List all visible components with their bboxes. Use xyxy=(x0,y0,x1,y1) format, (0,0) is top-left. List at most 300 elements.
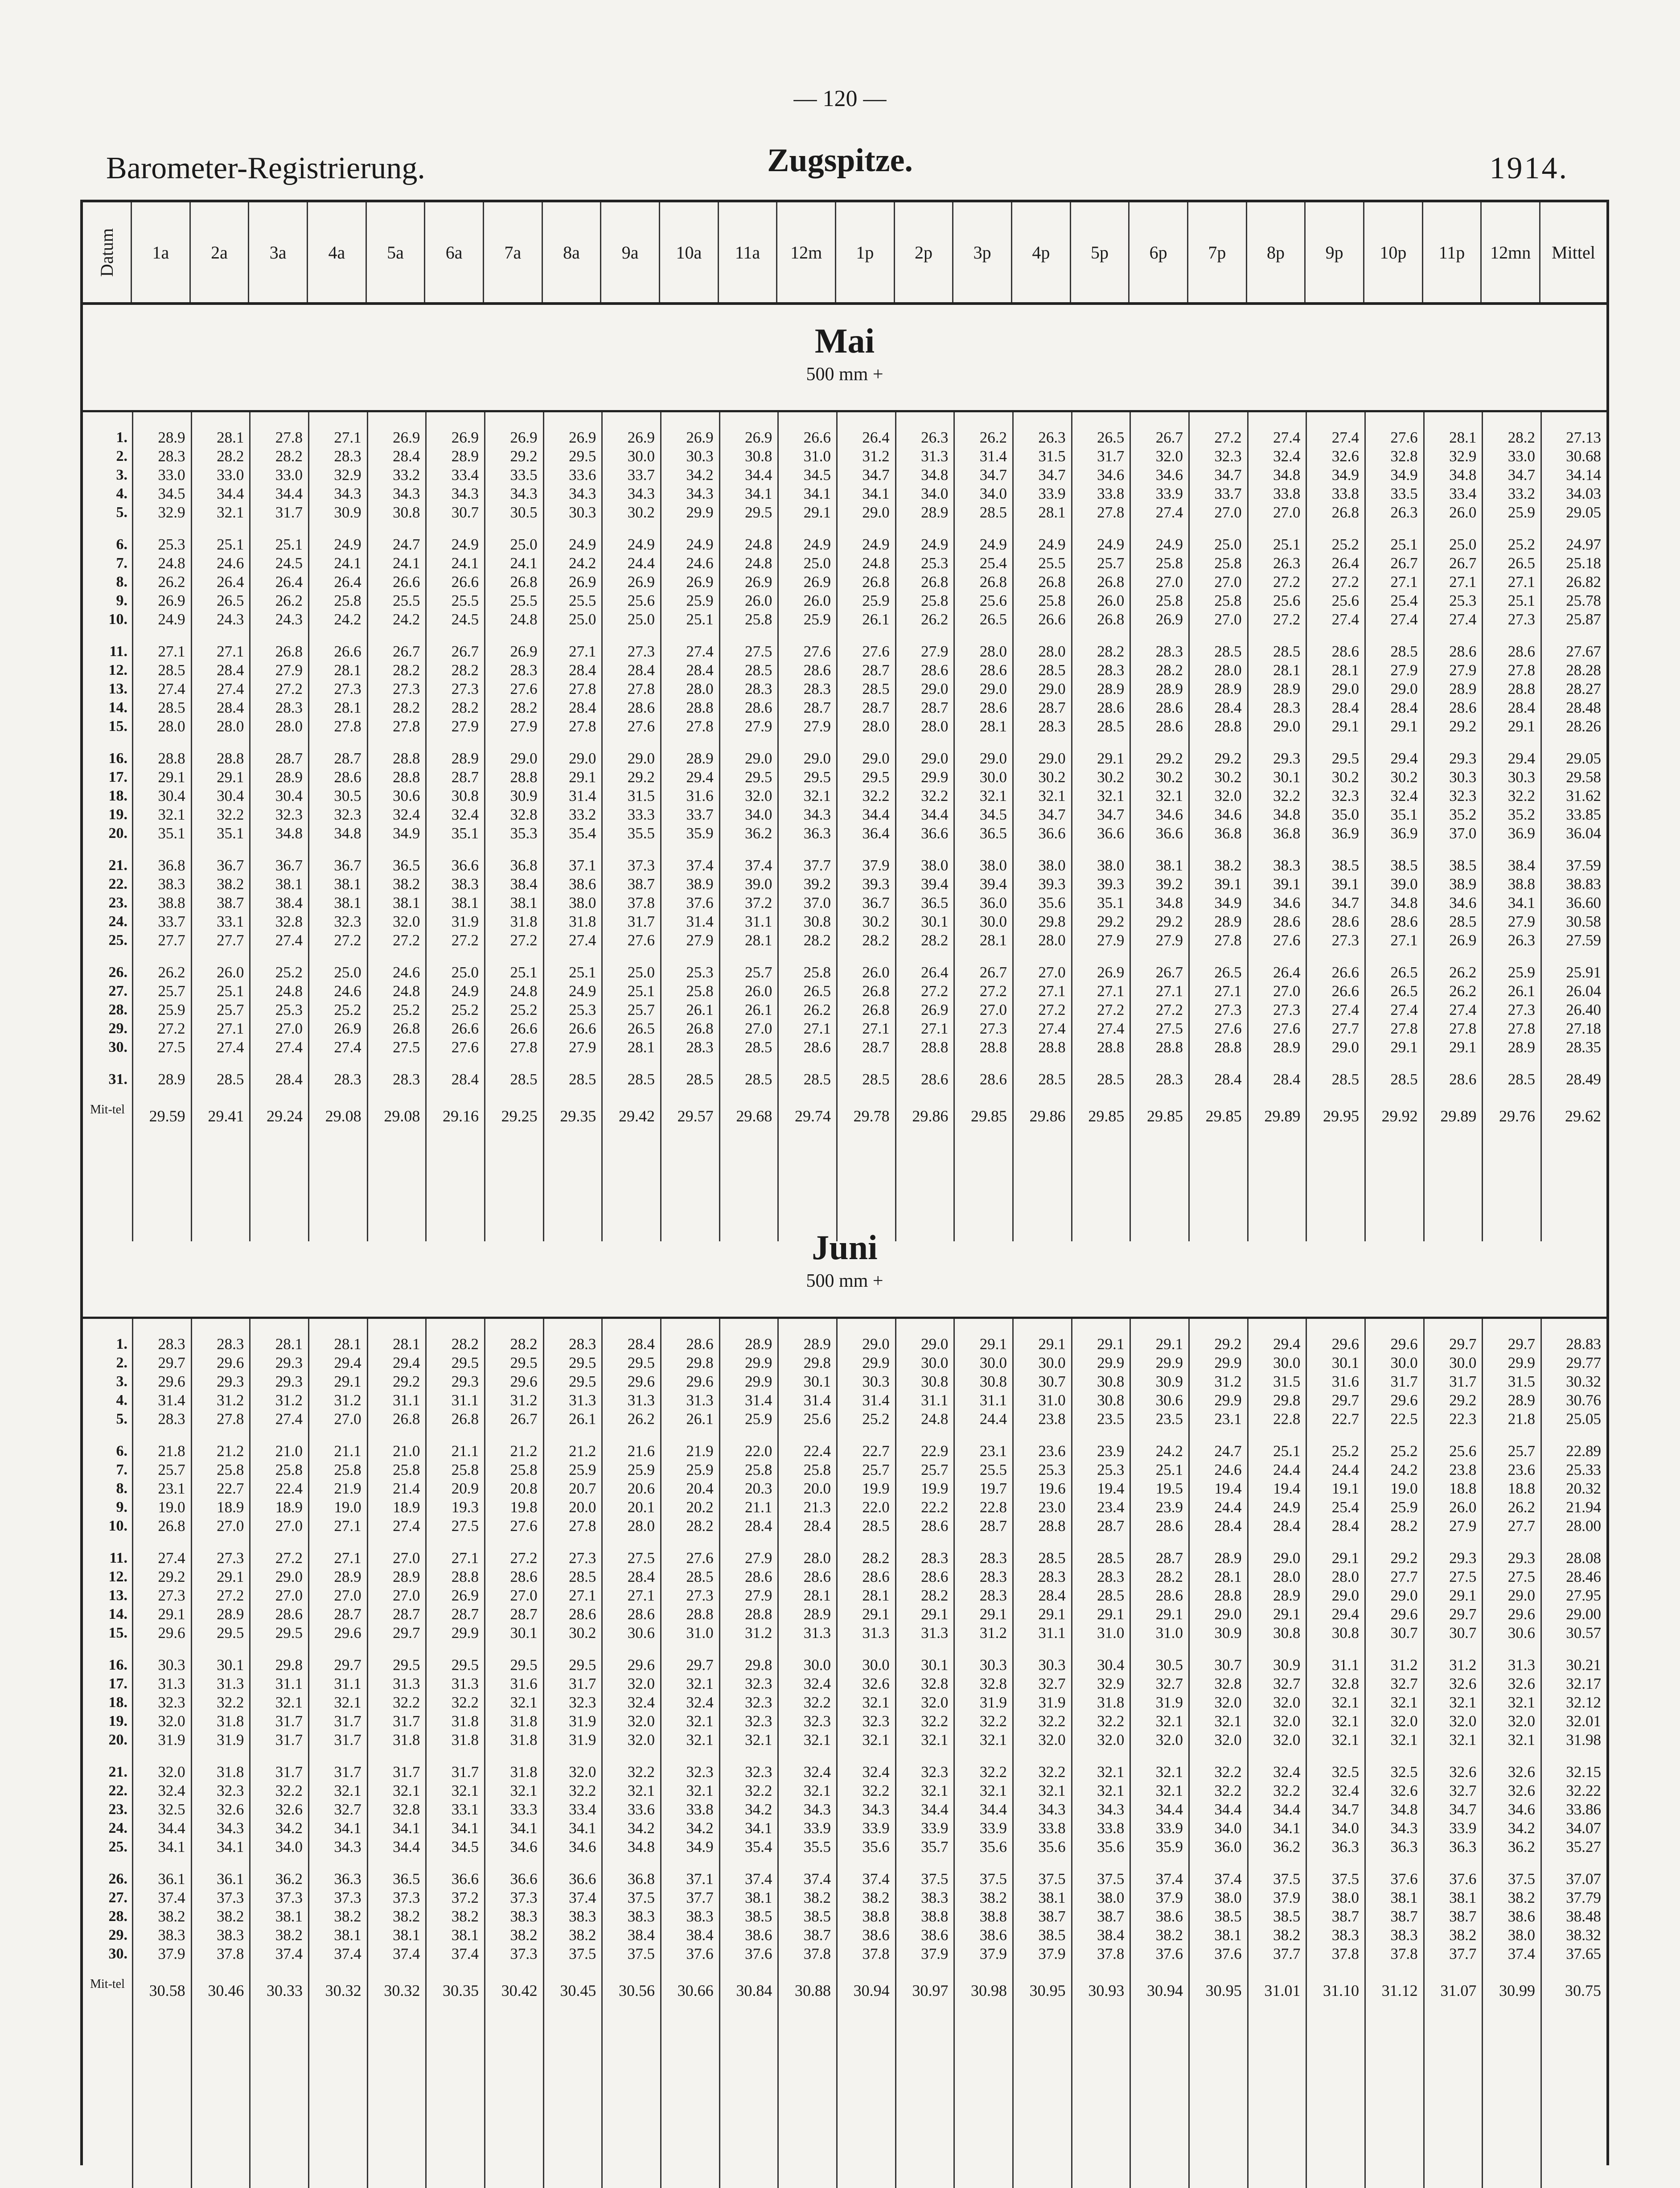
hour-value-cell: 22.7 xyxy=(217,1480,244,1497)
hour-value-cell: 29.5 xyxy=(745,504,772,521)
hour-value-cell: 28.6 xyxy=(1155,1517,1183,1535)
hour-value-cell: 32.4 xyxy=(627,1694,655,1711)
hour-value-cell: 28.7 xyxy=(921,699,949,716)
hour-value-cell: 27.8 xyxy=(510,1039,538,1056)
hour-value-cell: 27.9 xyxy=(686,932,714,949)
hour-value-cell: 30.3 xyxy=(862,1373,890,1390)
mittel-value-cell: 30.99 xyxy=(1499,1982,1535,1999)
hour-value-cell: 38.3 xyxy=(1331,1926,1359,1944)
hour-value-cell: 27.6 xyxy=(627,718,655,735)
table-row xyxy=(83,1675,1606,1693)
hour-value-cell: 27.0 xyxy=(334,1410,361,1428)
table-row xyxy=(83,875,1606,894)
hour-value-cell: 32.7 xyxy=(1155,1675,1183,1692)
hour-value-cell: 32.1 xyxy=(686,1675,714,1692)
hour-value-cell: 31.7 xyxy=(1097,447,1125,465)
hour-value-cell: 24.7 xyxy=(393,536,420,553)
table-row xyxy=(83,1461,1606,1479)
hour-value-cell: 29.0 xyxy=(627,750,655,767)
header-7p xyxy=(1188,202,1247,302)
hour-value-cell: 25.4 xyxy=(1390,592,1418,609)
hour-value-cell: 32.0 xyxy=(1155,447,1183,465)
hour-value-cell: 25.4 xyxy=(979,554,1007,572)
hour-value-cell: 28.6 xyxy=(1449,643,1477,660)
hour-value-cell: 31.2 xyxy=(1390,1656,1418,1674)
hour-value-cell: 26.6 xyxy=(569,1020,596,1037)
hour-value-cell: 28.1 xyxy=(334,1335,361,1353)
mittel-value-cell: 30.58 xyxy=(149,1982,185,1999)
hour-value-cell: 25.0 xyxy=(1449,536,1477,553)
hour-value-cell: 38.1 xyxy=(451,894,479,911)
row-date: 9. xyxy=(116,592,127,609)
hour-value-cell: 32.3 xyxy=(745,1694,772,1711)
mittel-value-cell: 30.75 xyxy=(1565,1982,1601,1999)
hour-value-cell: 26.9 xyxy=(1097,964,1125,981)
hour-value-cell: 29.4 xyxy=(393,1354,420,1371)
hour-value-cell: 28.4 xyxy=(745,1517,772,1535)
table-row xyxy=(83,642,1606,661)
hour-value-cell: 38.0 xyxy=(1097,857,1125,874)
table-row xyxy=(83,1712,1606,1731)
mittel-value-cell: 30.32 xyxy=(325,1982,361,1999)
hour-value-cell: 29.2 xyxy=(393,1373,420,1390)
hour-value-cell: 32.8 xyxy=(979,1675,1007,1692)
row-date: 1. xyxy=(116,1336,127,1352)
hour-value-cell: 35.4 xyxy=(745,1838,772,1855)
hour-value-cell: 36.1 xyxy=(158,1870,185,1888)
hour-value-cell: 23.1 xyxy=(1214,1410,1242,1428)
hour-value-cell: 37.2 xyxy=(451,1889,479,1906)
hour-value-cell: 28.8 xyxy=(1038,1039,1066,1056)
hour-value-cell: 31.8 xyxy=(569,913,596,930)
hour-value-cell: 31.9 xyxy=(1155,1694,1183,1711)
hour-value-cell: 27.4 xyxy=(1449,611,1477,628)
hour-value-cell: 23.0 xyxy=(1038,1498,1066,1516)
hour-value-cell: 35.6 xyxy=(1038,894,1066,911)
hour-value-cell: 28.1 xyxy=(979,932,1007,949)
hour-value-cell: 28.6 xyxy=(921,1568,949,1585)
hour-value-cell: 23.9 xyxy=(1155,1498,1183,1516)
hour-value-cell: 31.0 xyxy=(1097,1624,1125,1642)
header-6p xyxy=(1130,202,1188,302)
hour-value-cell: 32.1 xyxy=(862,1731,890,1749)
table-row xyxy=(83,428,1606,447)
hour-value-cell: 34.0 xyxy=(275,1838,303,1855)
hour-value-cell: 38.2 xyxy=(217,1908,244,1925)
row-date: 8. xyxy=(116,574,127,590)
page-number: — 120 — xyxy=(793,86,887,111)
hour-value-cell: 27.8 xyxy=(1507,1020,1535,1037)
hour-value-cell: 37.5 xyxy=(627,1945,655,1962)
hour-value-cell: 29.9 xyxy=(686,504,714,521)
hour-value-cell: 32.6 xyxy=(1390,1782,1418,1799)
hour-value-cell: 26.9 xyxy=(1449,932,1477,949)
hour-value-cell: 30.4 xyxy=(1097,1656,1125,1674)
hour-value-cell: 27.1 xyxy=(334,1549,361,1567)
hour-value-cell: 37.4 xyxy=(569,1889,596,1906)
hour-value-cell: 26.6 xyxy=(451,1020,479,1037)
hour-value-cell: 22.8 xyxy=(979,1498,1007,1516)
hour-value-cell: 32.3 xyxy=(334,913,361,930)
hour-value-cell: 32.9 xyxy=(158,504,185,521)
hour-value-cell: 28.7 xyxy=(275,750,303,767)
hour-value-cell: 25.1 xyxy=(217,982,244,1000)
hour-value-cell: 22.9 xyxy=(921,1442,949,1460)
hour-value-cell: 28.7 xyxy=(1038,699,1066,716)
hour-value-cell: 32.0 xyxy=(745,787,772,805)
row-date: 10. xyxy=(108,611,127,628)
header-3p xyxy=(953,202,1012,302)
hour-value-cell: 31.8 xyxy=(217,1712,244,1730)
hour-value-cell: 28.6 xyxy=(1390,913,1418,930)
hour-value-cell: 27.5 xyxy=(1449,1568,1477,1585)
hour-value-cell: 27.0 xyxy=(745,1020,772,1037)
hour-value-cell: 25.5 xyxy=(393,592,420,609)
row-date: 30. xyxy=(108,1946,127,1962)
hour-value-cell: 29.5 xyxy=(569,1656,596,1674)
hour-value-cell: 34.1 xyxy=(158,1838,185,1855)
hour-value-cell: 38.0 xyxy=(979,857,1007,874)
hour-value-cell: 19.0 xyxy=(1390,1480,1418,1497)
hour-value-cell: 35.6 xyxy=(1097,1838,1125,1855)
row-date: 7. xyxy=(116,555,127,571)
hour-value-cell: 28.4 xyxy=(1390,699,1418,716)
hour-value-cell: 32.5 xyxy=(158,1801,185,1818)
hour-value-cell: 31.6 xyxy=(686,787,714,805)
hour-value-cell: 34.6 xyxy=(1155,466,1183,484)
hour-value-cell: 29.3 xyxy=(1449,750,1477,767)
header-label: 9a xyxy=(621,242,639,263)
hour-value-cell: 39.0 xyxy=(1390,875,1418,893)
hour-value-cell: 27.2 xyxy=(334,932,361,949)
hour-value-cell: 26.7 xyxy=(979,964,1007,981)
hour-value-cell: 28.4 xyxy=(1331,699,1359,716)
hour-value-cell: 29.5 xyxy=(510,1354,538,1371)
hour-value-cell: 28.9 xyxy=(1214,680,1242,698)
hour-value-cell: 27.0 xyxy=(1214,611,1242,628)
row-mean-cell: 37.79 xyxy=(1566,1889,1601,1906)
hour-value-cell: 31.7 xyxy=(393,1763,420,1781)
hour-value-cell: 26.4 xyxy=(275,573,303,591)
mittel-value-cell: 29.92 xyxy=(1381,1107,1418,1125)
hour-value-cell: 26.6 xyxy=(1331,964,1359,981)
hour-value-cell: 36.6 xyxy=(1155,825,1183,842)
hour-value-cell: 28.5 xyxy=(1390,1071,1418,1088)
row-mean-cell: 33.85 xyxy=(1566,806,1601,823)
hour-value-cell: 30.8 xyxy=(1331,1624,1359,1642)
hour-value-cell: 29.4 xyxy=(1390,750,1418,767)
hour-value-cell: 28.9 xyxy=(451,750,479,767)
hour-value-cell: 38.8 xyxy=(1507,875,1535,893)
hour-value-cell: 24.3 xyxy=(275,611,303,628)
hour-value-cell: 26.9 xyxy=(334,1020,361,1037)
hour-value-cell: 25.9 xyxy=(569,1461,596,1478)
hour-value-cell: 33.6 xyxy=(569,466,596,484)
hour-value-cell: 30.7 xyxy=(1214,1656,1242,1674)
hour-value-cell: 27.1 xyxy=(1097,982,1125,1000)
hour-value-cell: 24.6 xyxy=(686,554,714,572)
hour-value-cell: 25.9 xyxy=(862,592,890,609)
hour-value-cell: 29.2 xyxy=(1097,913,1125,930)
hour-value-cell: 26.1 xyxy=(745,1001,772,1018)
hour-value-cell: 28.7 xyxy=(451,768,479,786)
hour-value-cell: 25.1 xyxy=(1273,536,1301,553)
row-mean-cell: 27.13 xyxy=(1566,429,1601,446)
hour-value-cell: 27.3 xyxy=(569,1549,596,1567)
hour-value-cell: 34.4 xyxy=(921,1801,949,1818)
hour-value-cell: 33.0 xyxy=(158,466,185,484)
hour-value-cell: 27.4 xyxy=(275,932,303,949)
hour-value-cell: 34.7 xyxy=(1331,894,1359,911)
hour-value-cell: 31.2 xyxy=(862,447,890,465)
hour-value-cell: 38.4 xyxy=(1507,857,1535,874)
row-date: 18. xyxy=(108,1694,127,1711)
hour-value-cell: 31.7 xyxy=(275,1731,303,1749)
hour-value-cell: 27.6 xyxy=(510,1517,538,1535)
hour-value-cell: 34.1 xyxy=(569,1819,596,1837)
hour-value-cell: 36.6 xyxy=(510,1870,538,1888)
hour-value-cell: 38.2 xyxy=(158,1908,185,1925)
hour-value-cell: 19.7 xyxy=(979,1480,1007,1497)
header-12m xyxy=(777,202,836,302)
hour-value-cell: 36.3 xyxy=(1390,1838,1418,1855)
hour-value-cell: 30.7 xyxy=(1390,1624,1418,1642)
hour-value-cell: 27.1 xyxy=(334,1517,361,1535)
hour-value-cell: 28.4 xyxy=(1214,1517,1242,1535)
hour-value-cell: 25.8 xyxy=(1155,554,1183,572)
hour-value-cell: 28.9 xyxy=(334,1568,361,1585)
hour-value-cell: 28.1 xyxy=(275,1335,303,1353)
row-mean-cell: 38.32 xyxy=(1566,1926,1601,1944)
hour-value-cell: 30.9 xyxy=(510,787,538,805)
hour-value-cell: 34.1 xyxy=(862,485,890,502)
hour-value-cell: 29.7 xyxy=(1331,1392,1359,1409)
hour-value-cell: 32.0 xyxy=(393,913,420,930)
hour-value-cell: 35.5 xyxy=(627,825,655,842)
hour-value-cell: 28.7 xyxy=(862,661,890,679)
hour-value-cell: 34.1 xyxy=(1507,894,1535,911)
hour-value-cell: 38.3 xyxy=(217,1926,244,1944)
hour-value-cell: 31.1 xyxy=(334,1675,361,1692)
hour-value-cell: 38.4 xyxy=(510,875,538,893)
hour-value-cell: 25.6 xyxy=(979,592,1007,609)
mittel-value-cell: 29.85 xyxy=(1205,1107,1242,1125)
row-date: 23. xyxy=(108,895,127,911)
hour-value-cell: 37.5 xyxy=(1097,1870,1125,1888)
hour-value-cell: 30.0 xyxy=(1449,1354,1477,1371)
hour-value-cell: 25.5 xyxy=(510,592,538,609)
hour-value-cell: 25.2 xyxy=(1331,1442,1359,1460)
hour-value-cell: 36.7 xyxy=(217,857,244,874)
hour-value-cell: 31.1 xyxy=(979,1392,1007,1409)
row-mean-cell: 28.35 xyxy=(1566,1039,1601,1056)
hour-value-cell: 38.0 xyxy=(1331,1889,1359,1906)
hour-value-cell: 26.2 xyxy=(803,1001,831,1018)
hour-value-cell: 31.8 xyxy=(510,1731,538,1749)
hour-value-cell: 39.1 xyxy=(1214,875,1242,893)
hour-value-cell: 32.1 xyxy=(803,1731,831,1749)
hour-value-cell: 28.2 xyxy=(510,699,538,716)
hour-value-cell: 21.0 xyxy=(275,1442,303,1460)
hour-value-cell: 31.2 xyxy=(1449,1656,1477,1674)
hour-value-cell: 27.6 xyxy=(627,932,655,949)
hour-value-cell: 29.1 xyxy=(334,1373,361,1390)
hour-value-cell: 32.0 xyxy=(1273,1731,1301,1749)
hour-value-cell: 25.1 xyxy=(1273,1442,1301,1460)
hour-value-cell: 31.3 xyxy=(217,1675,244,1692)
hour-value-cell: 32.1 xyxy=(1155,1712,1183,1730)
hour-value-cell: 33.3 xyxy=(627,806,655,823)
hour-value-cell: 34.1 xyxy=(745,485,772,502)
hour-value-cell: 31.1 xyxy=(393,1392,420,1409)
hour-value-cell: 29.1 xyxy=(1097,1335,1125,1353)
hour-value-cell: 36.9 xyxy=(1390,825,1418,842)
hour-value-cell: 34.4 xyxy=(745,466,772,484)
hour-value-cell: 29.5 xyxy=(451,1656,479,1674)
hour-value-cell: 27.0 xyxy=(393,1587,420,1604)
table-row xyxy=(83,1372,1606,1391)
hour-value-cell: 37.9 xyxy=(979,1945,1007,1962)
hour-value-cell: 28.7 xyxy=(510,1605,538,1623)
hour-value-cell: 38.2 xyxy=(1507,1889,1535,1906)
hour-value-cell: 27.9 xyxy=(1097,932,1125,949)
mittel-value-cell: 30.94 xyxy=(853,1982,890,1999)
row-date: 20. xyxy=(108,1732,127,1748)
header-label: 12mn xyxy=(1490,242,1531,263)
hour-value-cell: 26.6 xyxy=(510,1020,538,1037)
hour-value-cell: 28.0 xyxy=(862,718,890,735)
hour-value-cell: 30.4 xyxy=(158,787,185,805)
hour-value-cell: 31.8 xyxy=(217,1763,244,1781)
hour-value-cell: 33.8 xyxy=(1097,485,1125,502)
hour-value-cell: 38.7 xyxy=(1097,1908,1125,1925)
hour-value-cell: 19.0 xyxy=(158,1498,185,1516)
hour-value-cell: 25.7 xyxy=(921,1461,949,1478)
hour-value-cell: 28.3 xyxy=(979,1568,1007,1585)
hour-value-cell: 24.7 xyxy=(1214,1442,1242,1460)
hour-value-cell: 28.4 xyxy=(627,661,655,679)
hour-value-cell: 28.8 xyxy=(1214,1587,1242,1604)
hour-value-cell: 24.2 xyxy=(1155,1442,1183,1460)
hour-value-cell: 33.7 xyxy=(627,466,655,484)
hour-value-cell: 38.7 xyxy=(1038,1908,1066,1925)
hour-value-cell: 30.8 xyxy=(1097,1392,1125,1409)
hour-value-cell: 38.3 xyxy=(569,1908,596,1925)
hour-value-cell: 26.6 xyxy=(1038,611,1066,628)
hour-value-cell: 20.8 xyxy=(510,1480,538,1497)
hour-value-cell: 28.5 xyxy=(1507,1071,1535,1088)
hour-value-cell: 30.4 xyxy=(275,787,303,805)
hour-value-cell: 27.4 xyxy=(569,932,596,949)
mittel-value-cell: 30.35 xyxy=(442,1982,479,1999)
hour-value-cell: 27.0 xyxy=(393,1549,420,1567)
hour-value-cell: 30.2 xyxy=(1214,768,1242,786)
row-mean-cell: 31.98 xyxy=(1566,1731,1601,1749)
hour-value-cell: 26.8 xyxy=(1097,573,1125,591)
hour-value-cell: 28.9 xyxy=(217,1605,244,1623)
hour-value-cell: 35.9 xyxy=(686,825,714,842)
row-mean-cell: 28.49 xyxy=(1566,1071,1601,1088)
hour-value-cell: 20.0 xyxy=(803,1480,831,1497)
hour-value-cell: 31.8 xyxy=(451,1712,479,1730)
hour-value-cell: 28.6 xyxy=(627,699,655,716)
hour-value-cell: 36.5 xyxy=(393,857,420,874)
hour-value-cell: 29.2 xyxy=(627,768,655,786)
hour-value-cell: 28.7 xyxy=(334,750,361,767)
hour-value-cell: 28.9 xyxy=(1273,680,1301,698)
barometer-table xyxy=(80,200,1609,2165)
table-row xyxy=(83,1586,1606,1605)
month-name: Mai xyxy=(814,321,875,360)
hour-value-cell: 28.5 xyxy=(1449,913,1477,930)
hour-value-cell: 27.9 xyxy=(510,718,538,735)
row-mean-cell: 34.14 xyxy=(1566,466,1601,484)
hour-value-cell: 38.6 xyxy=(569,875,596,893)
hour-value-cell: 29.5 xyxy=(393,1656,420,1674)
hour-value-cell: 27.5 xyxy=(627,1549,655,1567)
hour-value-cell: 28.2 xyxy=(275,447,303,465)
hour-value-cell: 31.2 xyxy=(275,1392,303,1409)
hour-value-cell: 27.8 xyxy=(217,1410,244,1428)
hour-value-cell: 28.6 xyxy=(803,661,831,679)
hour-value-cell: 27.3 xyxy=(393,680,420,698)
hour-value-cell: 28.1 xyxy=(334,661,361,679)
hour-value-cell: 26.7 xyxy=(1449,554,1477,572)
hour-value-cell: 38.1 xyxy=(1390,1889,1418,1906)
header-label: 5p xyxy=(1090,242,1109,263)
hour-value-cell: 30.2 xyxy=(1331,768,1359,786)
hour-value-cell: 30.8 xyxy=(393,504,420,521)
hour-value-cell: 29.0 xyxy=(1331,680,1359,698)
hour-value-cell: 32.7 xyxy=(1390,1675,1418,1692)
hour-value-cell: 20.7 xyxy=(569,1480,596,1497)
hour-value-cell: 36.6 xyxy=(1038,825,1066,842)
hour-value-cell: 27.3 xyxy=(451,680,479,698)
hour-value-cell: 37.8 xyxy=(217,1945,244,1962)
hour-value-cell: 28.6 xyxy=(1507,643,1535,660)
header-label: 3a xyxy=(269,242,287,263)
hour-value-cell: 29.5 xyxy=(275,1624,303,1642)
hour-value-cell: 29.1 xyxy=(158,1605,185,1623)
mittel-value-cell: 29.85 xyxy=(1088,1107,1125,1125)
hour-value-cell: 28.5 xyxy=(1214,643,1242,660)
header-5a xyxy=(367,202,426,302)
hour-value-cell: 29.0 xyxy=(1331,1039,1359,1056)
hour-value-cell: 27.1 xyxy=(1449,573,1477,591)
hour-value-cell: 31.0 xyxy=(686,1624,714,1642)
hour-value-cell: 25.7 xyxy=(627,1001,655,1018)
hour-value-cell: 27.2 xyxy=(510,932,538,949)
mittel-value-cell: 29.78 xyxy=(853,1107,890,1125)
hour-value-cell: 30.0 xyxy=(979,1354,1007,1371)
hour-value-cell: 27.7 xyxy=(158,932,185,949)
table-row xyxy=(83,610,1606,629)
hour-value-cell: 34.2 xyxy=(686,466,714,484)
hour-value-cell: 28.6 xyxy=(1449,699,1477,716)
hour-value-cell: 27.5 xyxy=(745,643,772,660)
hour-value-cell: 28.1 xyxy=(979,718,1007,735)
hour-value-cell: 28.0 xyxy=(1038,932,1066,949)
hour-value-cell: 30.9 xyxy=(1214,1624,1242,1642)
hour-value-cell: 26.9 xyxy=(921,1001,949,1018)
hour-value-cell: 30.8 xyxy=(745,447,772,465)
hour-value-cell: 27.4 xyxy=(158,1549,185,1567)
hour-value-cell: 26.8 xyxy=(451,1410,479,1428)
hour-value-cell: 27.4 xyxy=(1390,1001,1418,1018)
hour-value-cell: 26.5 xyxy=(1390,982,1418,1000)
hour-value-cell: 28.1 xyxy=(1214,1568,1242,1585)
hour-value-cell: 27.2 xyxy=(275,1549,303,1567)
